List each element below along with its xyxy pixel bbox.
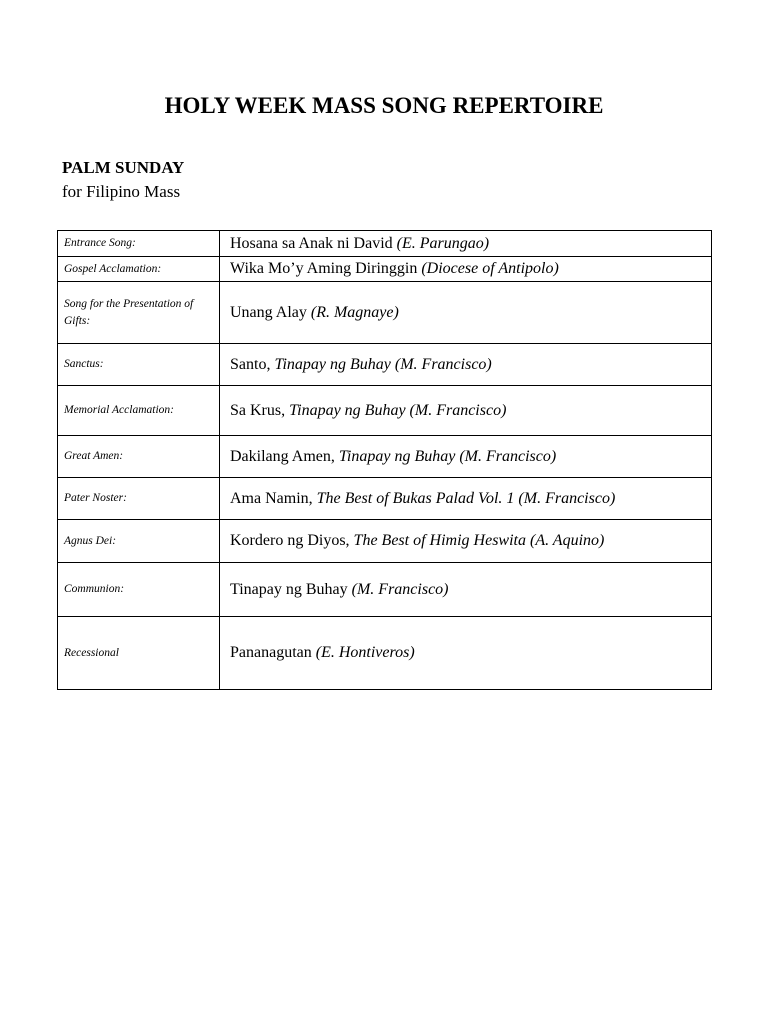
table-row xyxy=(58,282,712,344)
song-title: Hosana sa Anak ni David xyxy=(230,234,397,252)
song-title: Pananagutan xyxy=(230,644,316,661)
song-detail: (Diocese of Antipolo) xyxy=(421,260,559,277)
song-detail: Tinapay ng Buhay (M. Francisco) xyxy=(274,355,492,373)
song-cell xyxy=(220,436,712,478)
song-cell xyxy=(220,386,712,436)
table-row xyxy=(58,478,712,520)
mass-part-label: Great Amen: xyxy=(58,436,220,478)
song-title: Santo, xyxy=(230,355,275,373)
song-title: Ama Namin, xyxy=(230,489,317,507)
song-detail: Tinapay ng Buhay (M. Francisco) xyxy=(289,401,507,419)
mass-part-label: Song for the Presentation of Gifts: xyxy=(58,282,220,344)
song-detail: The Best of Himig Heswita (A. Aquino) xyxy=(353,532,605,549)
mass-part-label: Memorial Acclamation: xyxy=(58,386,220,436)
song-cell xyxy=(220,282,712,344)
section-title: PALM SUNDAY xyxy=(62,158,185,177)
mass-part-label: Sanctus: xyxy=(58,344,220,386)
section-subtitle: for Filipino Mass xyxy=(62,182,181,201)
song-detail: The Best of Bukas Palad Vol. 1 (M. Francisco) xyxy=(316,489,616,507)
table-row xyxy=(58,563,712,617)
table-row xyxy=(58,386,712,436)
mass-part-label: Agnus Dei: xyxy=(58,520,220,563)
table-row xyxy=(58,436,712,478)
mass-part-label: Pater Noster: xyxy=(58,478,220,520)
song-title: Sa Krus, xyxy=(230,401,290,419)
song-cell xyxy=(220,617,712,690)
table-row xyxy=(58,257,712,282)
song-detail: (E. Parungao) xyxy=(396,234,490,252)
song-cell xyxy=(220,257,712,282)
mass-part-label: Recessional xyxy=(58,617,220,690)
song-title: Dakilang Amen, xyxy=(230,447,339,465)
song-cell xyxy=(220,478,712,520)
song-detail: Tinapay ng Buhay (M. Francisco) xyxy=(338,447,557,465)
song-detail: (M. Francisco) xyxy=(351,580,449,598)
song-title: Kordero ng Diyos, xyxy=(230,532,354,549)
song-title: Tinapay ng Buhay xyxy=(230,580,352,598)
song-detail: (E. Hontiveros) xyxy=(315,644,415,661)
page-title: HOLY WEEK MASS SONG REPERTOIRE xyxy=(164,93,604,118)
song-cell xyxy=(220,231,712,257)
table-row xyxy=(58,231,712,257)
song-cell xyxy=(220,563,712,617)
table-row xyxy=(58,344,712,386)
table-row xyxy=(58,520,712,563)
song-cell xyxy=(220,344,712,386)
song-title: Unang Alay xyxy=(230,303,311,321)
song-title: Wika Mo’y Aming Diringgin xyxy=(230,260,422,277)
song-repertoire-table xyxy=(57,230,712,690)
mass-part-label: Entrance Song: xyxy=(58,231,220,257)
song-detail: (R. Magnaye) xyxy=(310,303,399,321)
song-cell xyxy=(220,520,712,563)
mass-part-label: Gospel Acclamation: xyxy=(58,257,220,282)
mass-part-label: Communion: xyxy=(58,563,220,617)
table-row xyxy=(58,617,712,690)
